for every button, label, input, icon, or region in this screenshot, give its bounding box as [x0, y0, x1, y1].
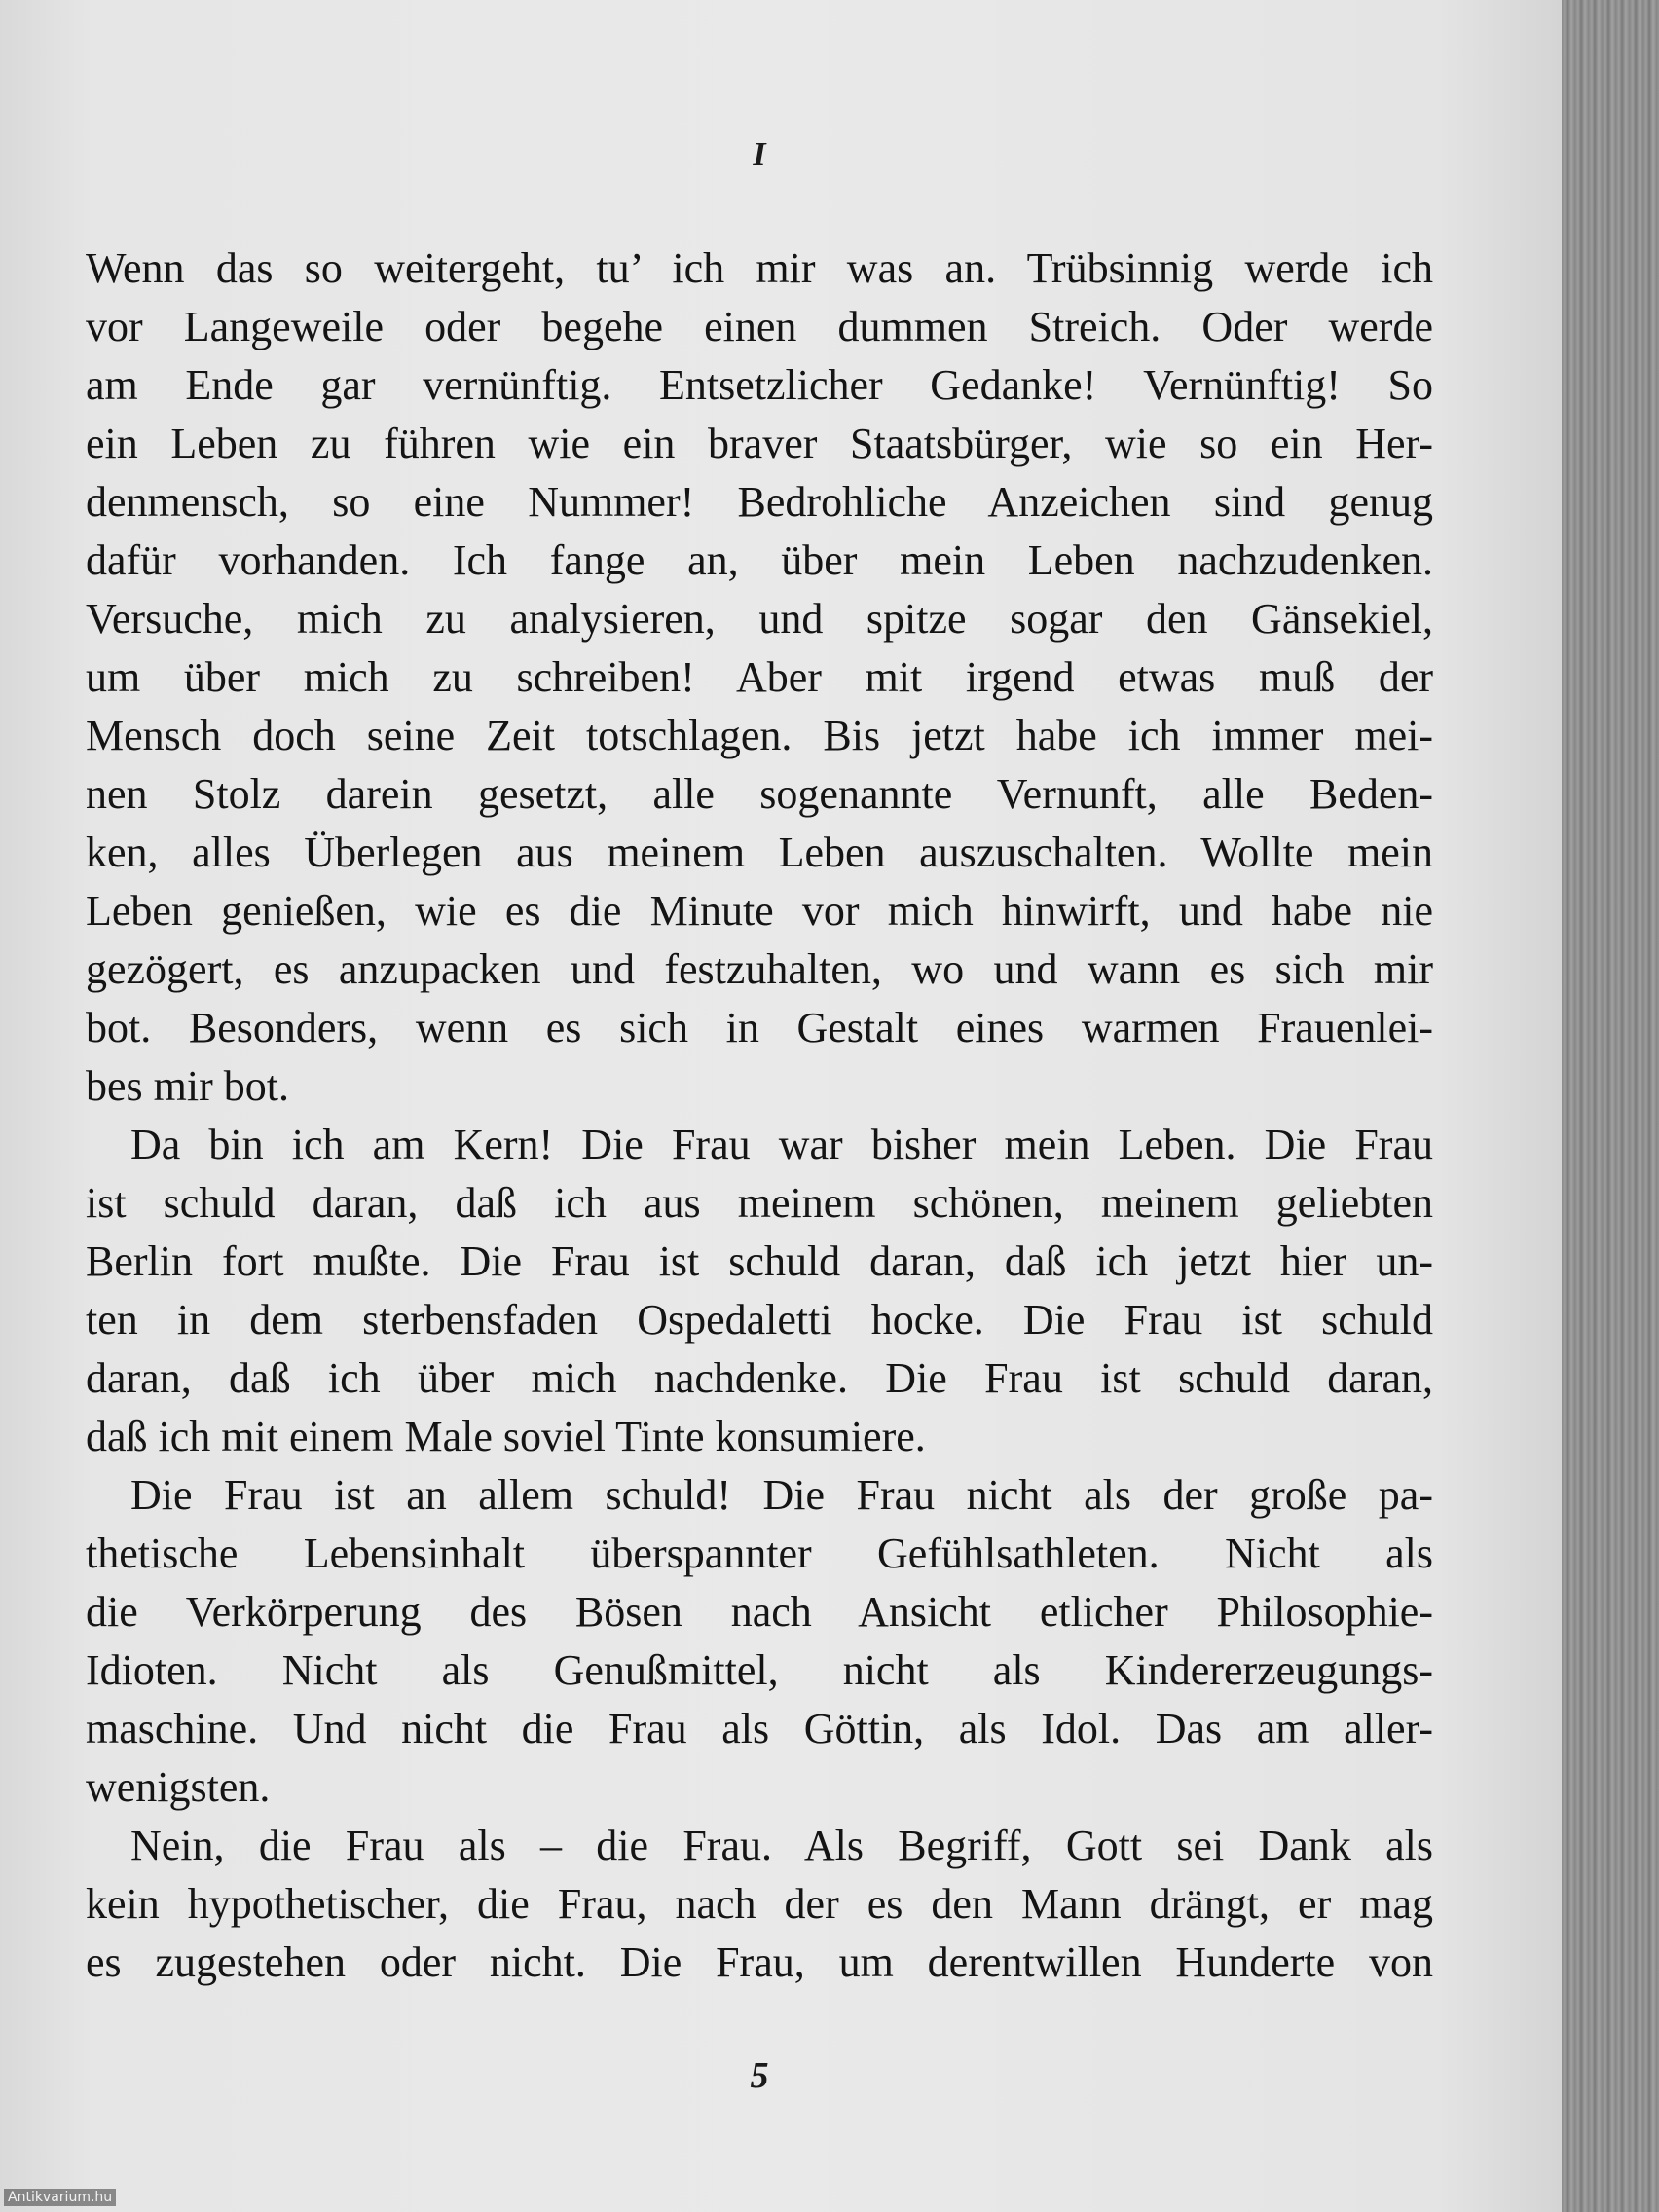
text-line: Die Frau ist an allem schuld! Die Frau nicht als der große pa- — [130, 1471, 1433, 1519]
chapter-number: I — [753, 136, 766, 172]
text-line: dafür vorhanden. Ich fange an, über mein Leben nachzudenken. — [86, 536, 1433, 584]
watermark: Antikvarium.hu — [4, 2189, 116, 2206]
text-line: Mensch doch seine Zeit totschlagen. Bis jetzt habe ich immer mei- — [86, 712, 1433, 759]
text-line: wenigsten. — [86, 1763, 271, 1811]
text-line: denmensch, so eine Nummer! Bedrohliche Anzeichen sind genug — [86, 478, 1433, 526]
text-line: bes mir bot. — [86, 1062, 289, 1110]
text-line: kein hypothetischer, die Frau, nach der es den Mann drängt, er mag — [86, 1880, 1433, 1928]
text-line: gezögert, es anzupacken und festzuhalten, wo und wann es sich mir — [86, 945, 1433, 993]
text-line: ken, alles Überlegen aus meinem Leben auszuschalten. Wollte mein — [86, 829, 1433, 876]
text-line: Versuche, mich zu analysieren, und spitze sogar den Gänsekiel, — [86, 595, 1433, 643]
text-line: daß ich mit einem Male soviel Tinte konsumiere. — [86, 1413, 926, 1460]
text-line: Nein, die Frau als – die Frau. Als Begriff, Gott sei Dank als — [130, 1822, 1433, 1869]
text-line: vor Langeweile oder begehe einen dummen Streich. Oder werde — [86, 303, 1433, 350]
text-line: ist schuld daran, daß ich aus meinem schönen, meinem geliebten — [86, 1179, 1433, 1227]
text-line: Berlin fort mußte. Die Frau ist schuld daran, daß ich jetzt hier un- — [86, 1237, 1433, 1285]
page-stack-edge — [1562, 0, 1659, 2212]
text-line: thetische Lebensinhalt überspannter Gefühlsathleten. Nicht als — [86, 1530, 1433, 1577]
paragraph-2 — [86, 1116, 1433, 1466]
text-line: die Verkörperung des Bösen nach Ansicht etlicher Philosophie- — [86, 1588, 1433, 1636]
text-line: ten in dem sterbensfaden Ospedaletti hocke. Die Frau ist schuld — [86, 1296, 1433, 1344]
paragraph-4 — [86, 1817, 1433, 1992]
text-line: daran, daß ich über mich nachdenke. Die Frau ist schuld daran, — [86, 1354, 1433, 1402]
text-line: um über mich zu schreiben! Aber mit irgend etwas muß der — [86, 653, 1433, 701]
text-line: ein Leben zu führen wie ein braver Staatsbürger, wie so ein Her- — [86, 420, 1433, 467]
text-line: maschine. Und nicht die Frau als Göttin, als Idol. Das am aller- — [86, 1705, 1433, 1752]
paragraph-3 — [86, 1466, 1433, 1817]
text-line: Idioten. Nicht als Genußmittel, nicht als Kindererzeugungs- — [86, 1646, 1433, 1694]
text-line: Leben genießen, wie es die Minute vor mich hinwirft, und habe nie — [86, 887, 1433, 935]
text-line: Da bin ich am Kern! Die Frau war bisher mein Leben. Die Frau — [130, 1121, 1433, 1168]
page-number: 5 — [750, 2055, 769, 2096]
text-line: Wenn das so weitergeht, tu’ ich mir was an. Trübsinnig werde ich — [86, 244, 1433, 292]
text-line: am Ende gar vernünftig. Entsetzlicher Gedanke! Vernünftig! So — [86, 361, 1433, 409]
text-body — [86, 240, 1433, 1992]
paragraph-1 — [86, 240, 1433, 1116]
text-line: bot. Besonders, wenn es sich in Gestalt eines warmen Frauenlei- — [86, 1004, 1433, 1051]
text-line: nen Stolz darein gesetzt, alle sogenannte Vernunft, alle Beden- — [86, 770, 1433, 818]
text-line: es zugestehen oder nicht. Die Frau, um derentwillen Hunderte von — [86, 1938, 1433, 1986]
